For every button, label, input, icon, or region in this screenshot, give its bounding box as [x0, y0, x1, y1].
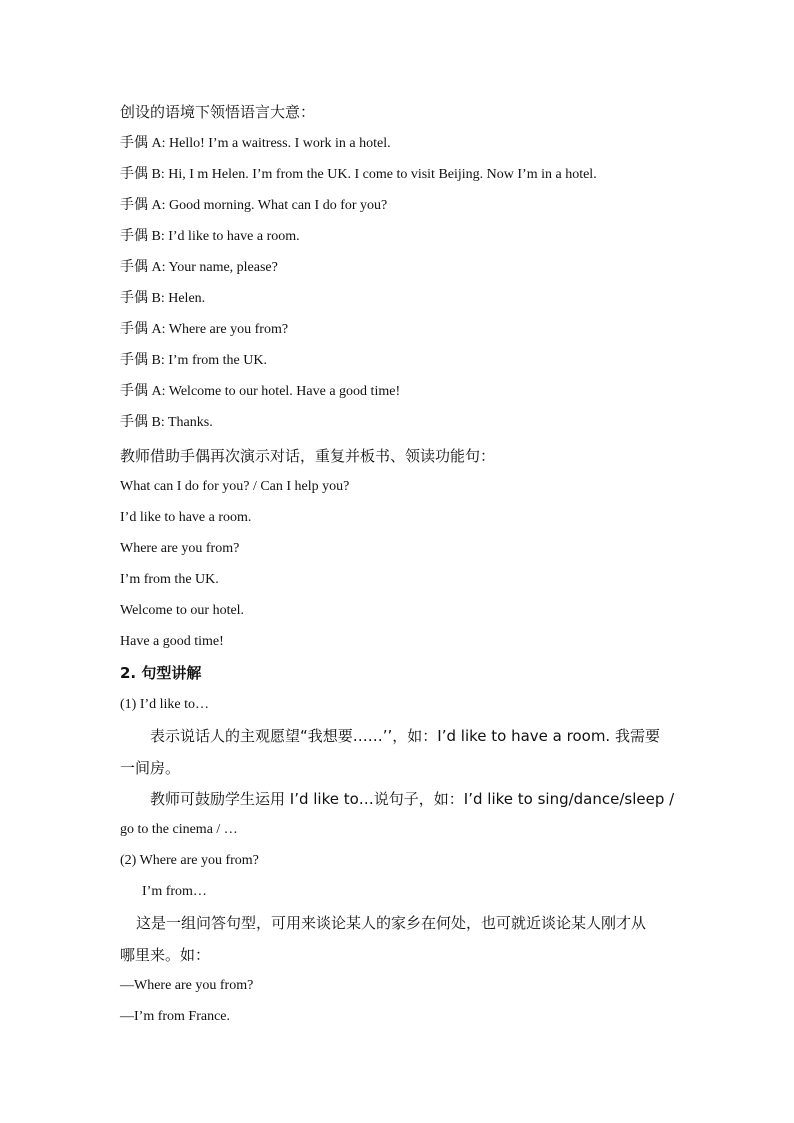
example-question: —Where are you from? [120, 978, 254, 993]
dialogue-line-9: 手偶 A: Welcome to our hotel. Have a good time! [120, 384, 401, 399]
dialogue-line-8: 手偶 B: I’m from the UK. [120, 353, 267, 368]
teacher-instruction-line: 教师借助手偶再次演示对话，重复并板书、领读功能句： [120, 447, 496, 465]
dialogue-line-4: 手偶 B: I’d like to have a room. [120, 229, 300, 244]
pattern-2-explanation: 这是一组问答句型，可用来谈论某人的家乡在何处，也可就近谈论某人刚才从 [136, 914, 647, 932]
context-intro-line: 创设的语境下领悟语言大意： [120, 103, 316, 121]
pattern-2-title: (2) Where are you from? [120, 853, 259, 868]
function-sentence-5: Welcome to our hotel. [120, 603, 245, 618]
pattern-2-answer: I’m from… [142, 884, 207, 899]
pattern-1-explanation: 表示说话人的主观愿望“我想要……’’，如：I’d like to have a room. 我需要 [150, 727, 660, 745]
dialogue-line-2: 手偶 B: Hi, I m Helen. I’m from the UK. I come to visit Beijing. Now I’m in a hotel. [120, 167, 597, 182]
dialogue-line-3: 手偶 A: Good morning. What can I do for you? [120, 198, 388, 213]
function-sentence-1: What can I do for you? / Can I help you? [120, 479, 350, 494]
pattern-2-explanation-cont: 哪里来。如： [120, 946, 211, 964]
pattern-1-explanation-cont: 一间房。 [120, 759, 181, 777]
example-answer: —I’m from France. [120, 1009, 231, 1024]
dialogue-line-5: 手偶 A: Your name, please? [120, 260, 278, 275]
dialogue-line-1: 手偶 A: Hello! I’m a waitress. I work in a hotel. [120, 136, 391, 151]
pattern-1-teacher-tip: 教师可鼓励学生运用 I’d like to…说句子，如：I’d like to sing/dance/sleep / [150, 790, 675, 808]
function-sentence-3: Where are you from? [120, 541, 240, 556]
function-sentence-6: Have a good time! [120, 634, 224, 649]
dialogue-line-7: 手偶 A: Where are you from? [120, 322, 289, 337]
function-sentence-4: I’m from the UK. [120, 572, 219, 587]
function-sentence-2: I’d like to have a room. [120, 510, 252, 525]
dialogue-line-6: 手偶 B: Helen. [120, 291, 206, 306]
pattern-1-title: (1) I’d like to… [120, 697, 210, 712]
dialogue-line-10: 手偶 B: Thanks. [120, 415, 213, 430]
pattern-1-teacher-tip-cont: go to the cinema / … [120, 822, 238, 837]
section-heading: 2. 句型讲解 [120, 664, 202, 682]
